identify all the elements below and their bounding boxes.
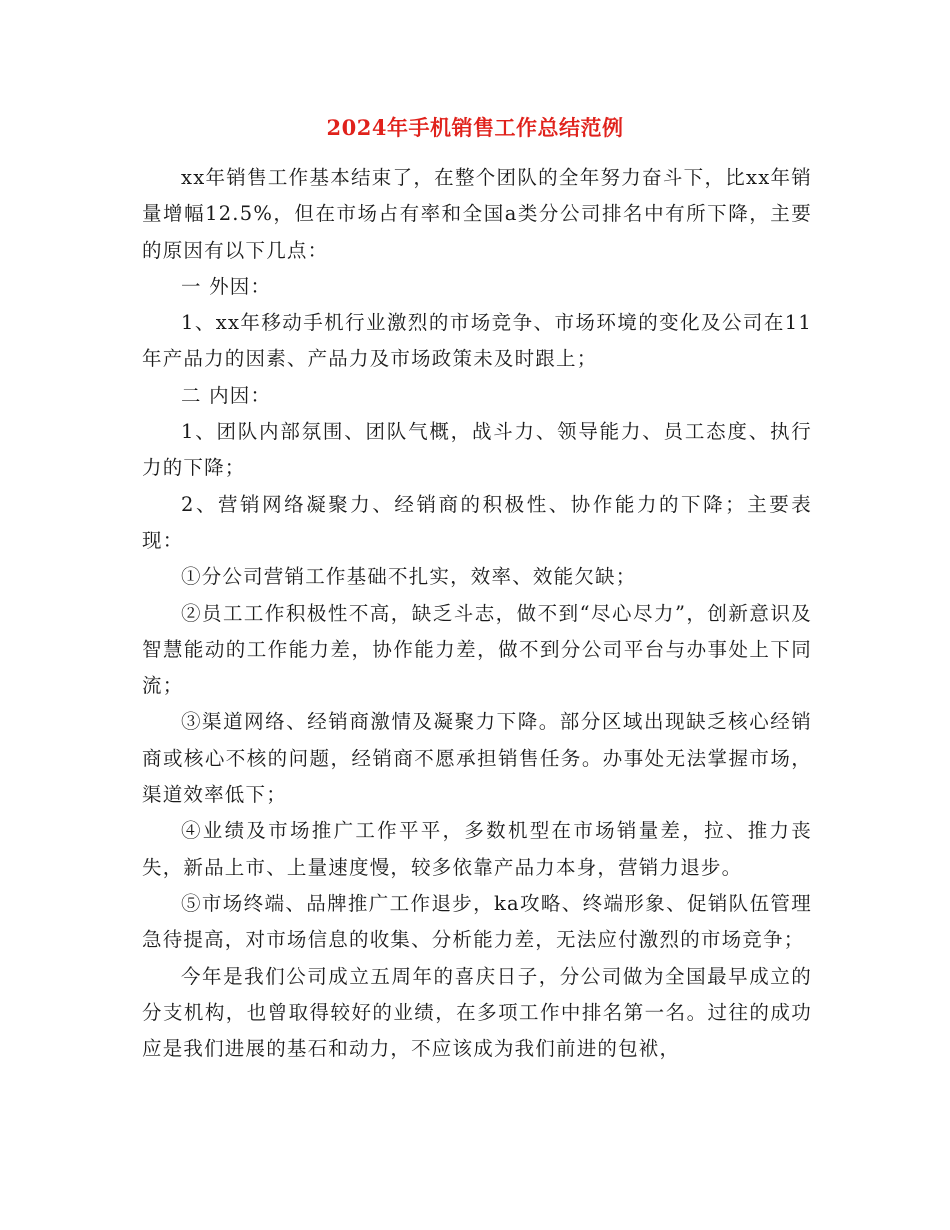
document-title: 2024年手机销售工作总结范例	[326, 115, 624, 140]
list-item-2: ②员工工作积极性不高，缺乏斗志，做不到“尽心尽力”，创新意识及智慧能动的工作能力差，协作能力差，做不到分公司平台与办事处上下同流；	[142, 601, 812, 698]
paragraph-external-1: 1、xx年移动手机行业激烈的市场竞争、市场环境的变化及公司在11年产品力的因素、产品力及市场政策未及时跟上；	[142, 311, 812, 371]
list-item-3: ③渠道网络、经销商激情及凝聚力下降。部分区域出现缺乏核心经销商或核心不核的问题，经销商不愿承担销售任务。办事处无法掌握市场，渠道效率低下；	[142, 710, 812, 807]
heading-external-causes: 一 外因：	[181, 274, 272, 298]
document-body	[142, 160, 812, 1067]
paragraph-anniversary: 今年是我们公司成立五周年的喜庆日子，分公司做为全国最早成立的分支机构，也曾取得较好的业绩，在多项工作中排名第一名。过往的成功应是我们进展的基石和动力，不应该成为我们前进的包袱，	[142, 964, 812, 1061]
paragraph-intro: xx年销售工作基本结束了，在整个团队的全年努力奋斗下，比xx年销量增幅12.5%，但在市场占有率和全国a类分公司排名中有所下降，主要的原因有以下几点：	[142, 166, 812, 262]
list-item-5: ⑤市场终端、品牌推广工作退步，ka攻略、终端形象、促销队伍管理急待提高，对市场信息的收集、分析能力差，无法应付激烈的市场竞争；	[142, 891, 812, 952]
heading-internal-causes: 二 内因：	[181, 383, 272, 407]
paragraph-internal-2: 2、营销网络凝聚力、经销商的积极性、协作能力的下降；主要表现：	[142, 492, 812, 552]
list-item-1: ①分公司营销工作基础不扎实，效率、效能欠缺；	[181, 565, 637, 589]
list-item-4: ④业绩及市场推广工作平平，多数机型在市场销量差，拉、推力丧失，新品上市、上量速度慢，较多依靠产品力本身，营销力退步。	[142, 819, 812, 879]
paragraph-internal-1: 1、团队内部氛围、团队气概，战斗力、领导能力、员工态度、执行力的下降；	[142, 420, 812, 480]
